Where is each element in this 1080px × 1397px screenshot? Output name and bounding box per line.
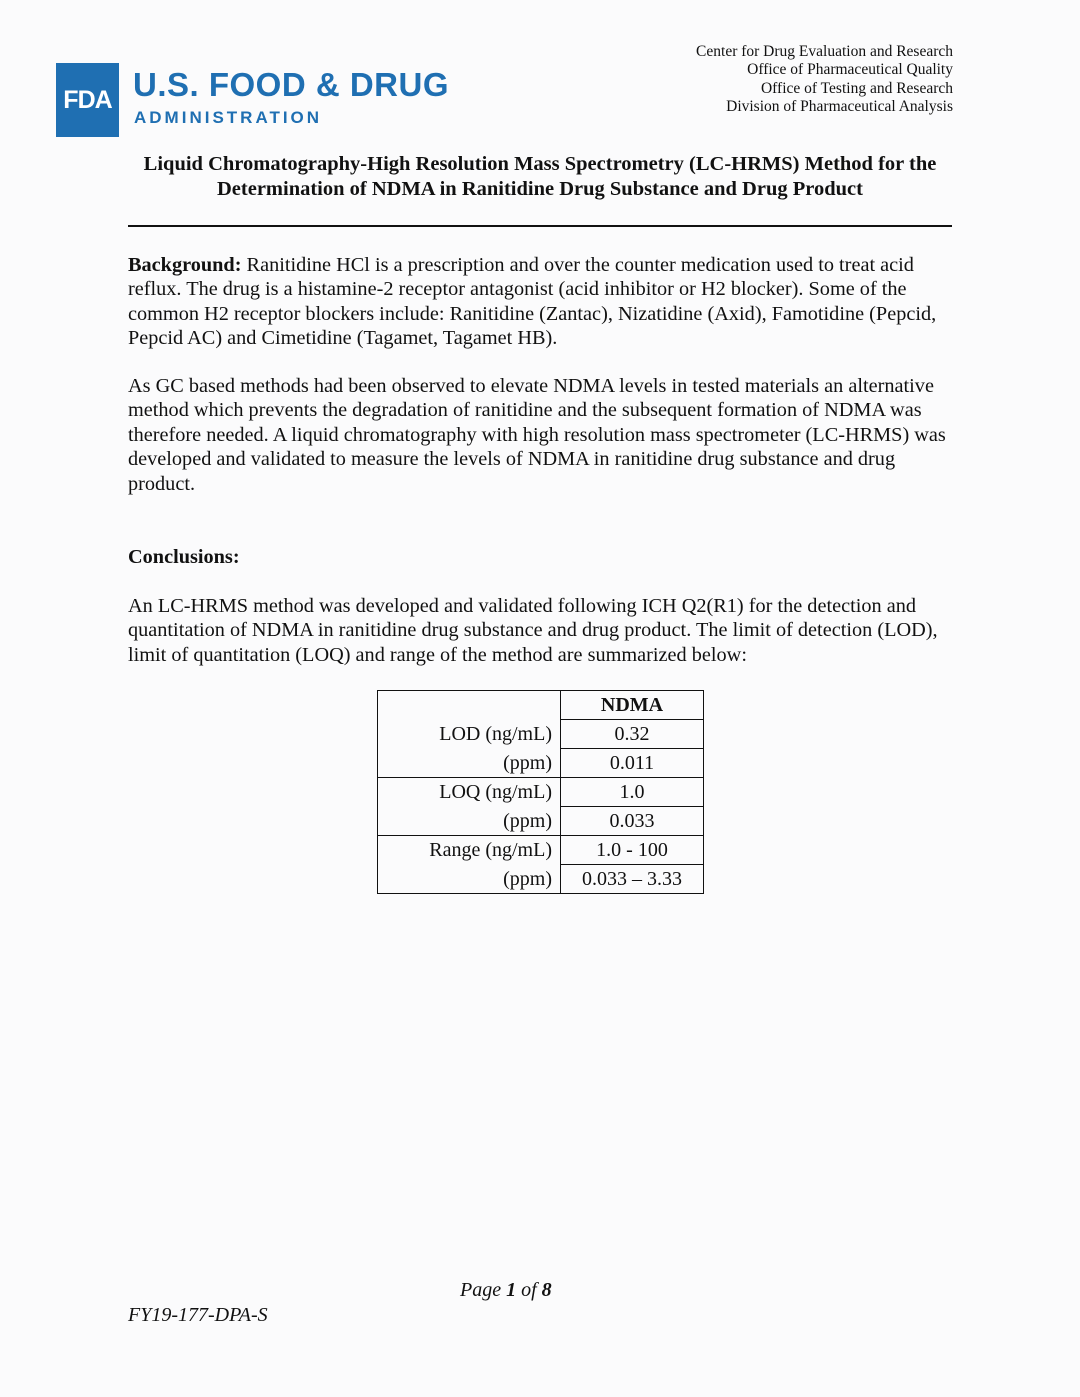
- table-row: [378, 778, 704, 807]
- fda-logo-mark: FDA: [56, 63, 119, 137]
- document-title-line-1: Liquid Chromatography-High Resolution Mass Spectrometry (LC-HRMS) Method for the: [143, 153, 937, 175]
- table-row-label: (ppm): [378, 807, 561, 836]
- logo-subtitle: ADMINISTRATION: [134, 108, 323, 127]
- table-row: [378, 865, 704, 894]
- table-row-value: 0.011: [561, 749, 704, 778]
- table-row-value: 1.0 - 100: [561, 836, 704, 865]
- page-current: 1: [506, 1279, 517, 1301]
- table-row-label: (ppm): [378, 749, 561, 778]
- table-header-ndma: NDMA: [561, 691, 704, 720]
- method-rationale-paragraph: As GC based methods had been observed to elevate NDMA levels in tested materials an alternative method which prevents the degradation of ranitidine and the subsequent formation of NDMA was therefore needed. A liquid chromatography with high resolution mass spectrometer (LC-HRMS) was developed and validated to measure the levels of NDMA in ranitidine drug substance and drug product.: [128, 375, 946, 495]
- table-row: [378, 836, 704, 865]
- document-code: FY19-177-DPA-S: [128, 1304, 268, 1326]
- table-row-label: Range (ng/mL): [378, 836, 561, 865]
- background-text: Ranitidine HCl is a prescription and over the counter medication used to treat acid reflux. The drug is a histamine-2 receptor antagonist (acid inhibitor or H2 blocker). Some of the common H2 receptor blockers include: Ranitidine (Zantac), Nizatidine (Axid), Famotidine (Pepcid, Pepcid AC) and Cimetidine (Tagamet, Tagamet HB).: [128, 254, 937, 350]
- background-label: Background:: [128, 254, 242, 276]
- header-line-division: Division of Pharmaceutical Analysis: [726, 97, 953, 115]
- table-row-value: 0.32: [561, 720, 704, 749]
- header-line-center: Center for Drug Evaluation and Research: [696, 43, 953, 60]
- page-number: [460, 1279, 552, 1302]
- ndma-summary-table: [377, 690, 704, 894]
- table-row-value: 1.0: [561, 778, 704, 807]
- page-total: 8: [541, 1279, 552, 1301]
- table-row: [378, 720, 704, 749]
- conclusions-heading: Conclusions:: [128, 546, 240, 568]
- table-row-label: (ppm): [378, 865, 561, 894]
- document-title: [120, 152, 960, 202]
- table-row-value: 0.033 – 3.33: [561, 865, 704, 894]
- table-header-empty-cell: [378, 691, 561, 720]
- logo-title: U.S. FOOD & DRUG: [133, 66, 450, 103]
- header-line-office-testing: Office of Testing and Research: [760, 79, 953, 97]
- conclusions-paragraph: An LC-HRMS method was developed and validated following ICH Q2(R1) for the detection and quantitation of NDMA in ranitidine drug substance and drug product. The limit of detection (LOD), limit of quantitation (LOQ) and range of the method are summarized below:: [128, 595, 938, 666]
- header-line-office-quality: Office of Pharmaceutical Quality: [747, 61, 953, 79]
- header-office-block: [696, 43, 953, 116]
- table-row-label: LOQ (ng/mL): [378, 778, 561, 807]
- title-divider: [128, 225, 952, 227]
- table-row-label: LOD (ng/mL): [378, 720, 561, 749]
- page-of: of: [516, 1279, 542, 1301]
- background-paragraph: [128, 253, 958, 351]
- table-row: [378, 807, 704, 836]
- table-header-row: [378, 691, 704, 720]
- table-row-value: 0.033: [561, 807, 704, 836]
- table-row: [378, 749, 704, 778]
- page-word: Page: [460, 1279, 507, 1301]
- document-title-line-2: Determination of NDMA in Ranitidine Drug Substance and Drug Product: [217, 178, 863, 200]
